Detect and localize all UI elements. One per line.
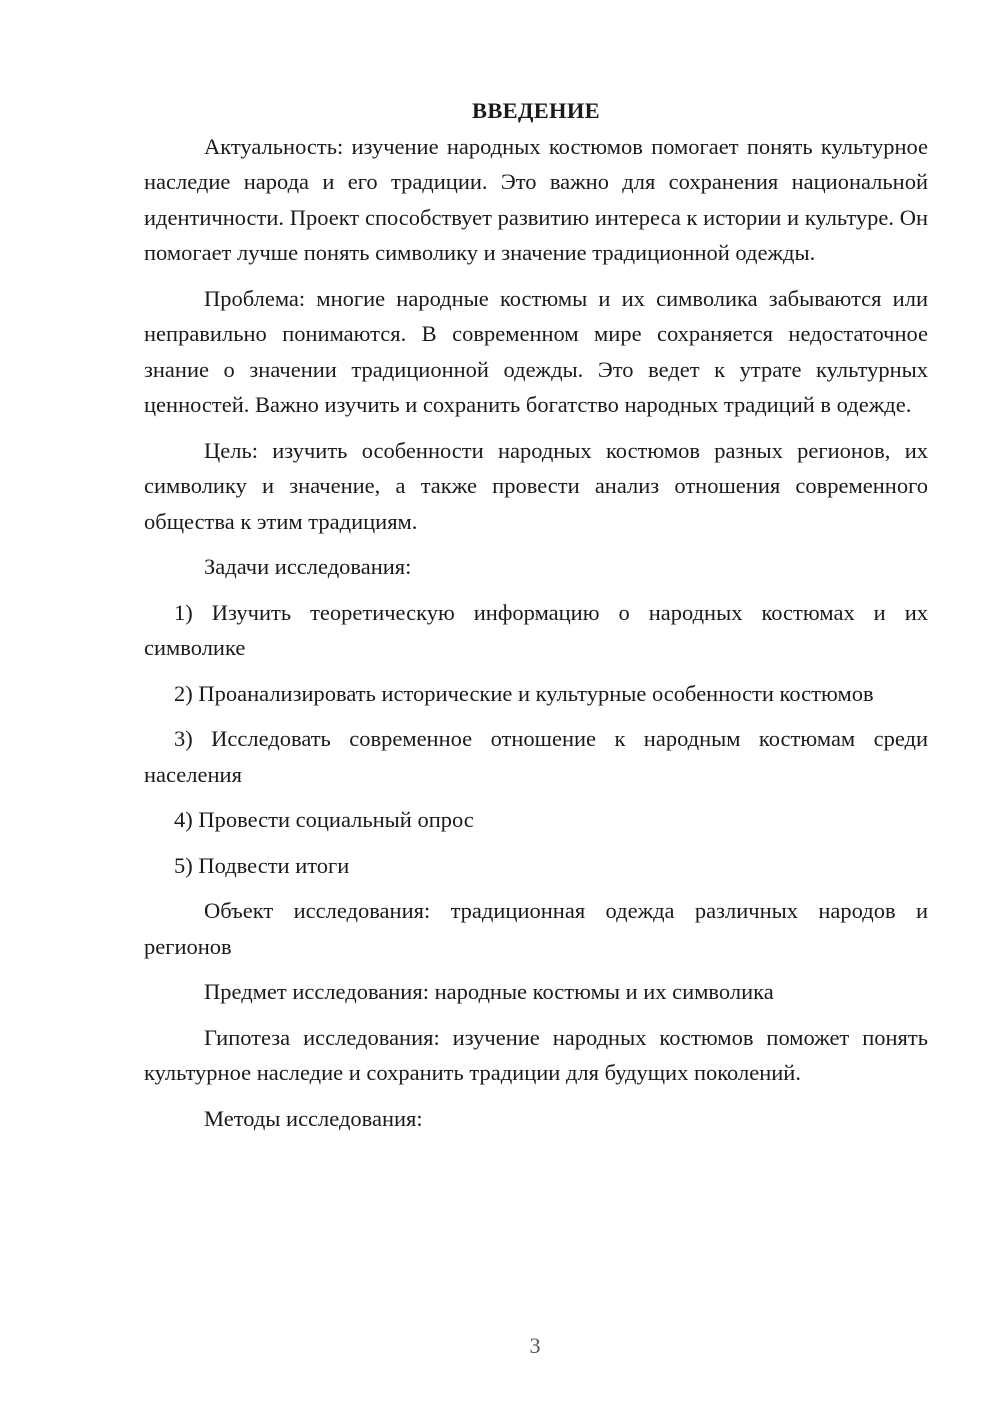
task-item-1: 1) Изучить теоретическую информацию о народных костюмах и их символике: [144, 599, 928, 660]
hypothesis-paragraph: Гипотеза исследования: изучение народных костюмов поможет понять культурное наследие и сохранить традиции для будущих поколений.: [144, 1024, 928, 1085]
task-item-4: 4) Провести социальный опрос: [174, 807, 474, 832]
section-heading: ВВЕДЕНИЕ: [472, 98, 600, 123]
problem-paragraph: Проблема: многие народные костюмы и их символика забываются или неправильно понимаются. В современном мире сохраняется недостаточное знание о значении традиционной одежды. Это ведет к утрате культурных ценностей. Важно изучить и сохранить богатство народных традиций в одежде.: [144, 285, 928, 417]
tasks-title: Задачи исследования:: [204, 554, 412, 579]
subject-paragraph: Предмет исследования: народные костюмы и их символика: [204, 979, 774, 1004]
object-paragraph: Объект исследования: традиционная одежда различных народов и регионов: [144, 898, 928, 959]
methods-title: Методы исследования:: [204, 1105, 423, 1131]
goal-paragraph: Цель: изучить особенности народных костюмов разных регионов, их символику и значение, а также провести анализ отношения современного общества к этим традициям.: [144, 437, 928, 534]
task-item-5: 5) Подвести итоги: [174, 852, 350, 878]
page-number: 3: [529, 1333, 541, 1358]
task-item-2: 2) Проанализировать исторические и культурные особенности костюмов: [174, 680, 874, 706]
relevance-paragraph: Актуальность: изучение народных костюмов помогает понять культурное наследие народа и его традиции. Это важно для сохранения национальной идентичности. Проект способствует развитию интереса к истории и культуре. Он помогает лучше понять символику и значение традиционной одежды.: [144, 133, 928, 265]
page-content: [144, 93, 928, 1146]
task-item-3: 3) Исследовать современное отношение к народным костюмам среди населения: [144, 726, 928, 787]
